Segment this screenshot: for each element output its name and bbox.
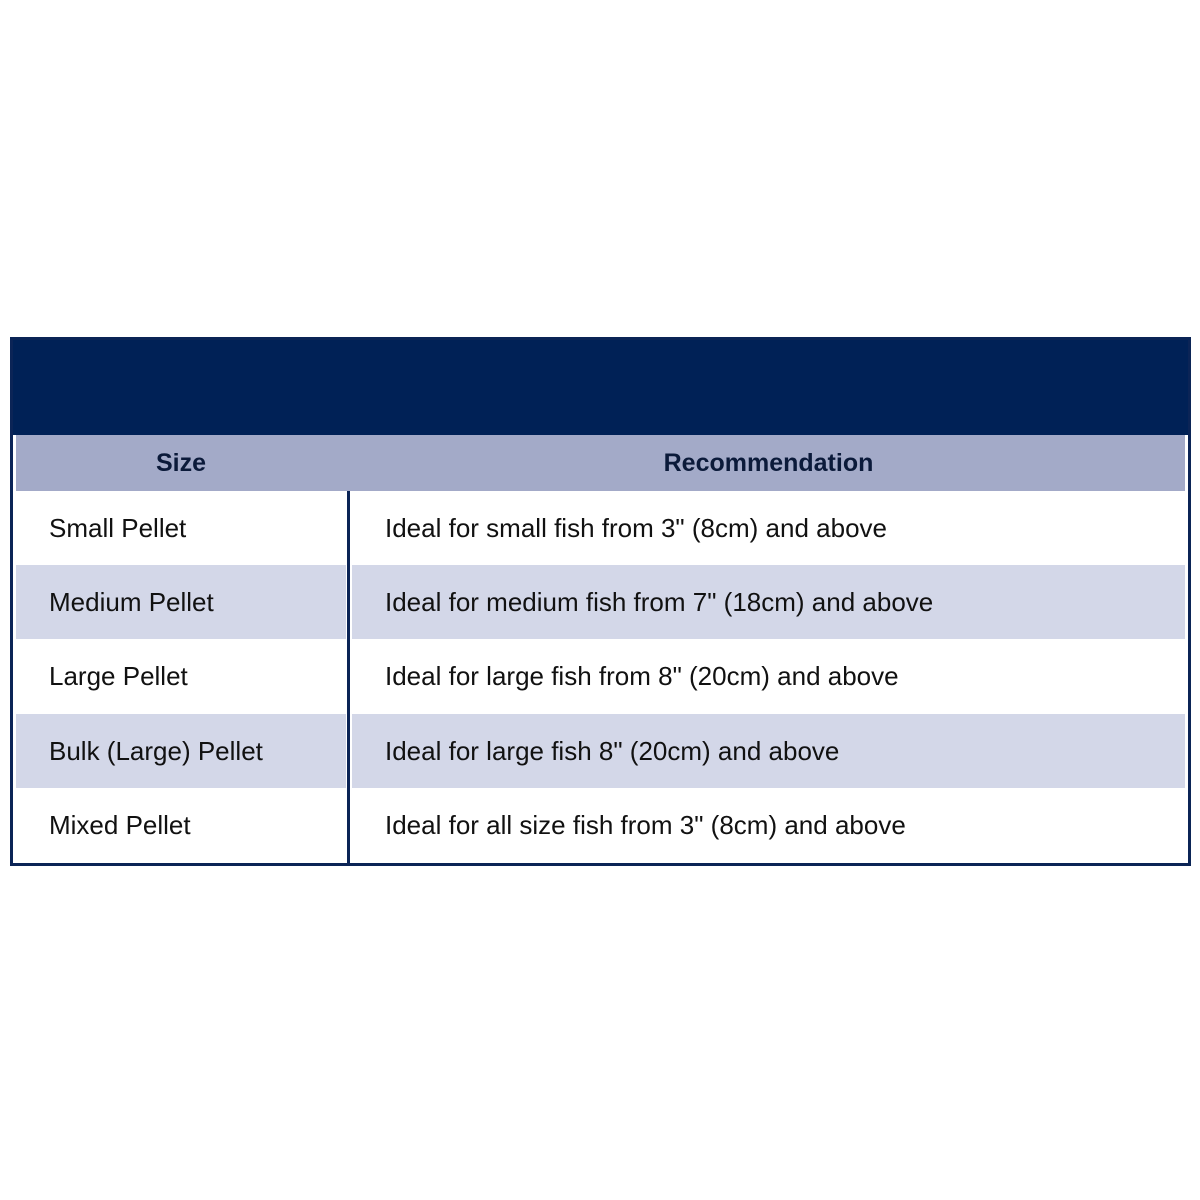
table-row [16,639,1185,713]
recommendation-cell: Ideal for medium fish from 7" (18cm) and above [385,587,934,617]
recommendation-cell: Ideal for all size fish from 3" (8cm) and above [385,810,906,840]
table-row [16,788,1185,862]
pellet-size-table [10,337,1191,866]
table-title-banner [13,340,1188,435]
size-cell: Small Pellet [49,513,187,543]
table-row [16,491,1185,565]
table-row [16,565,1185,639]
size-cell: Mixed Pellet [49,810,191,840]
table-header-row [16,435,1185,491]
recommendation-cell: Ideal for large fish 8" (20cm) and above [385,736,840,766]
header-recommendation: Recommendation [663,449,874,477]
size-cell: Medium Pellet [49,587,214,617]
table-row [16,714,1185,788]
header-size: Size [155,449,207,477]
column-divider [347,491,350,863]
recommendation-cell: Ideal for large fish from 8" (20cm) and above [385,661,899,691]
size-cell: Large Pellet [49,661,188,691]
size-cell: Bulk (Large) Pellet [49,736,263,766]
recommendation-cell: Ideal for small fish from 3" (8cm) and above [385,513,887,543]
